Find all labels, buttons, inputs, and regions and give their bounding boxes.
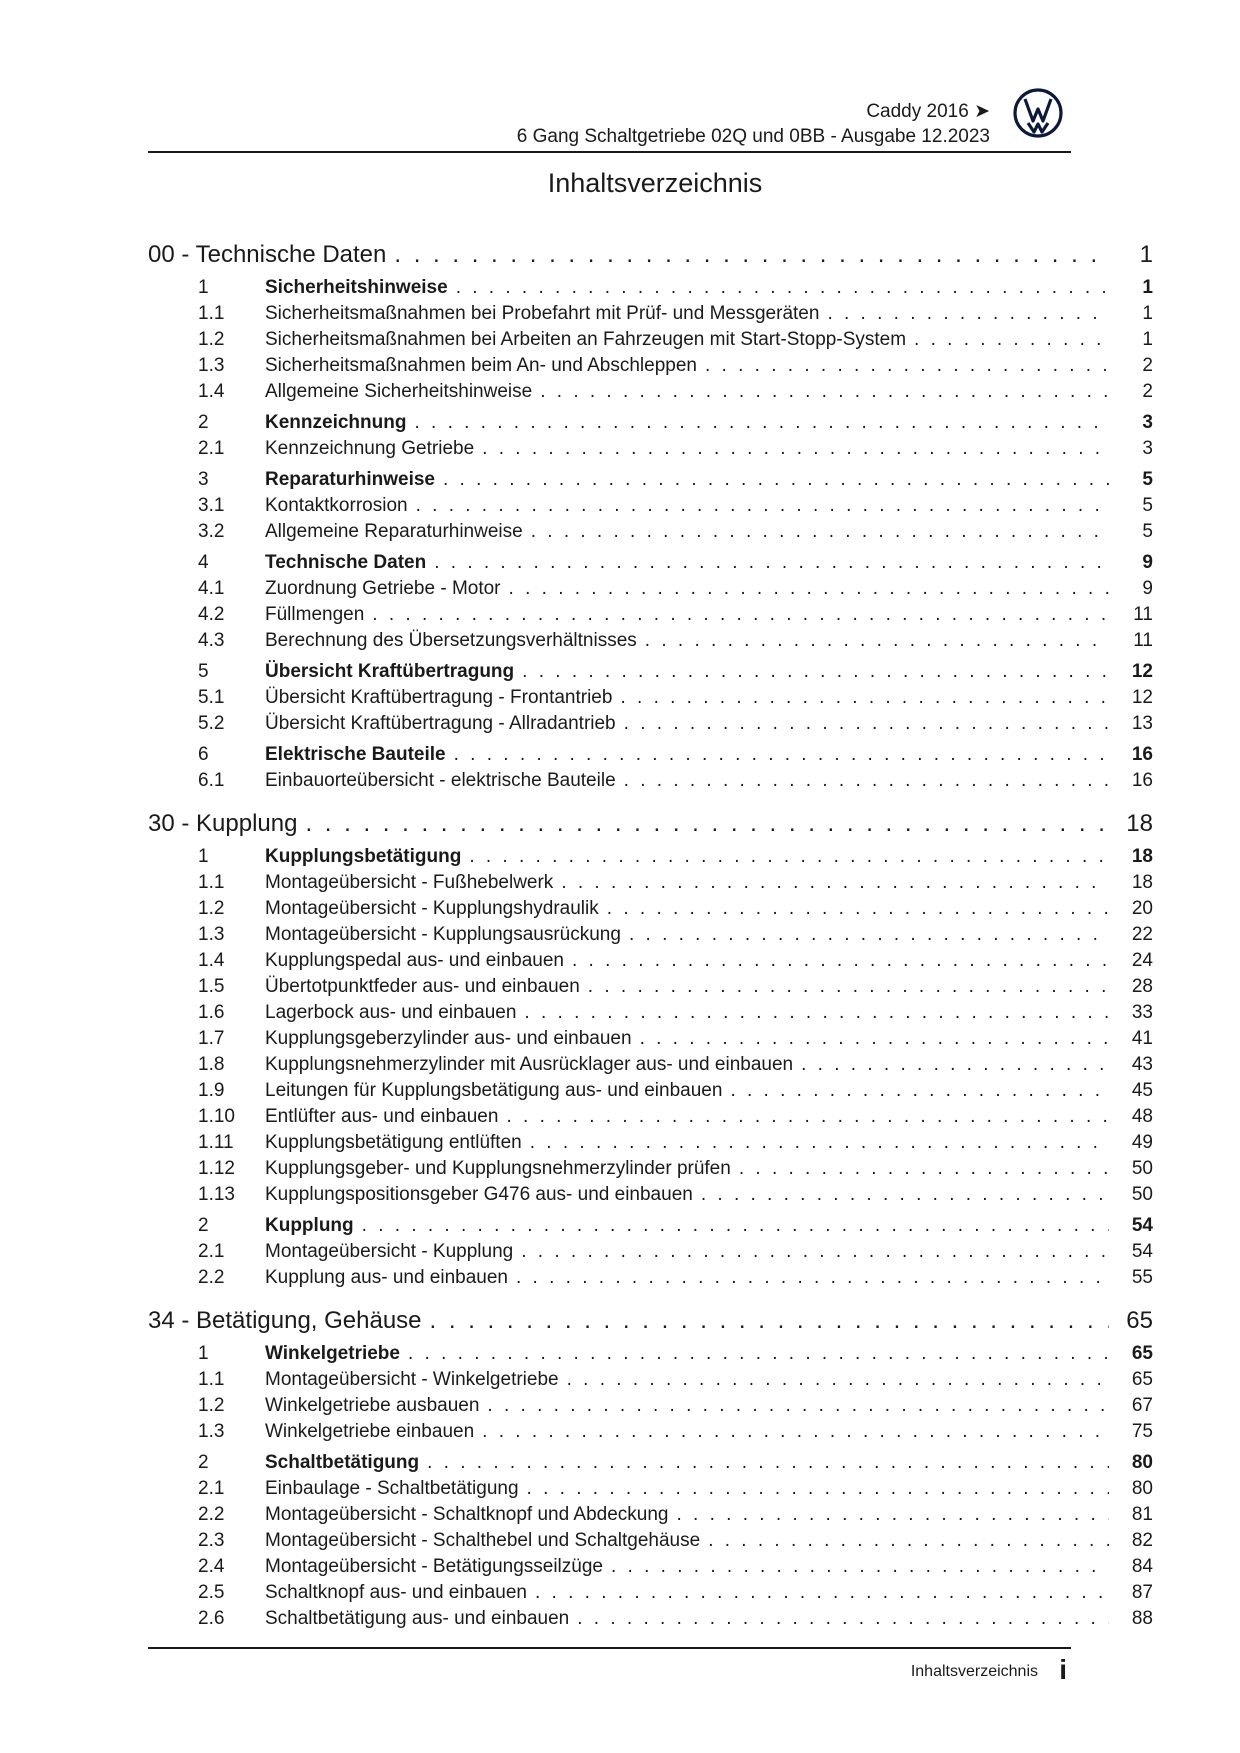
subsection-title: Berechnung des Übersetzungsverhältnisses (265, 630, 637, 651)
dot-leader (527, 1476, 1109, 1502)
dot-leader (456, 275, 1109, 301)
toc-subsection-entry[interactable] (148, 948, 1153, 974)
dot-leader (611, 1554, 1109, 1580)
footer-page-number: i (1059, 1654, 1067, 1685)
section-number: 5 (198, 661, 209, 682)
section-page-number: 65 (1131, 1343, 1153, 1364)
toc-subsection-entry[interactable] (148, 685, 1153, 711)
subsection-number: 1.3 (198, 355, 225, 376)
toc-subsection-entry[interactable] (148, 922, 1153, 948)
subsection-title: Allgemeine Reparaturhinweise (265, 521, 523, 542)
subsection-title: Sicherheitsmaßnahmen bei Probefahrt mit Prüf- und Messgeräten (265, 303, 820, 324)
subsection-page-number: 1 (1142, 329, 1153, 350)
toc-section-entry[interactable] (148, 659, 1153, 685)
dot-leader (305, 808, 1109, 839)
toc-subsection-entry[interactable] (148, 1419, 1153, 1445)
subsection-number: 1.10 (198, 1106, 235, 1127)
subsection-title: Montageübersicht - Kupplung (265, 1241, 514, 1262)
subsection-page-number: 16 (1131, 770, 1153, 791)
toc-chapter-entry[interactable] (148, 239, 1153, 270)
subsection-number: 3.2 (198, 521, 225, 542)
dot-leader (730, 1078, 1109, 1104)
dot-leader (827, 301, 1109, 327)
section-page-number: 1 (1142, 277, 1153, 298)
subsection-number: 2.2 (198, 1267, 225, 1288)
toc-subsection-entry[interactable] (148, 1528, 1153, 1554)
dot-leader (567, 1367, 1109, 1393)
subsection-page-number: 12 (1131, 687, 1153, 708)
dot-leader (629, 922, 1109, 948)
subsection-number: 2.3 (198, 1530, 225, 1551)
dot-leader (577, 1606, 1109, 1632)
subsection-title: Montageübersicht - Schaltknopf und Abdeckung (265, 1504, 669, 1525)
toc-subsection-entry[interactable] (148, 1078, 1153, 1104)
subsection-title: Kennzeichnung Getriebe (265, 438, 475, 459)
subsection-title: Winkelgetriebe ausbauen (265, 1395, 480, 1416)
subsection-page-number: 65 (1131, 1369, 1153, 1390)
toc-subsection-entry[interactable] (148, 1156, 1153, 1182)
subsection-title: Übersicht Kraftübertragung - Frontantrieb (265, 687, 613, 708)
subsection-title: Übersicht Kraftübertragung - Allradantrieb (265, 713, 616, 734)
section-page-number: 54 (1131, 1215, 1153, 1236)
subsection-page-number: 1 (1142, 303, 1153, 324)
subsection-number: 2.2 (198, 1504, 225, 1525)
subsection-number: 1.6 (198, 1002, 225, 1023)
section-page-number: 80 (1131, 1452, 1153, 1473)
subsection-page-number: 11 (1133, 630, 1153, 651)
subsection-page-number: 43 (1131, 1054, 1153, 1075)
subsection-page-number: 55 (1131, 1267, 1153, 1288)
toc-section-entry[interactable] (148, 410, 1153, 436)
page-footer (148, 1647, 1071, 1685)
model-title: Caddy 2016 ➤ (866, 101, 990, 122)
chapter-spacer (148, 1291, 1153, 1305)
toc-subsection-entry[interactable] (148, 1580, 1153, 1606)
subsection-number: 1.4 (198, 381, 225, 402)
subsection-page-number: 88 (1131, 1608, 1153, 1629)
subsection-number: 1.2 (198, 898, 225, 919)
subsection-number: 1.1 (198, 303, 225, 324)
dot-leader (708, 1528, 1109, 1554)
section-number: 4 (198, 552, 209, 573)
dot-leader (588, 974, 1109, 1000)
toc-section-entry[interactable] (148, 742, 1153, 768)
dot-leader (521, 1239, 1109, 1265)
subsection-page-number: 11 (1133, 604, 1153, 625)
page-header (148, 96, 1071, 153)
dot-leader (454, 742, 1109, 768)
subsection-number: 1.5 (198, 976, 225, 997)
dot-leader (677, 1502, 1110, 1528)
subsection-title: Montageübersicht - Kupplungsausrückung (265, 924, 621, 945)
toc-subsection-entry[interactable] (148, 1502, 1153, 1528)
dot-leader (430, 1305, 1109, 1336)
subsection-number: 1.4 (198, 950, 225, 971)
subsection-page-number: 41 (1131, 1028, 1153, 1049)
section-page-number: 3 (1142, 412, 1153, 433)
subsection-title: Schaltbetätigung aus- und einbauen (265, 1608, 570, 1629)
section-title: Übersicht Kraftübertragung (265, 661, 515, 682)
toc-chapter-entry[interactable] (148, 808, 1153, 839)
dot-leader (522, 659, 1109, 685)
dot-leader (414, 410, 1109, 436)
section-number: 2 (198, 1215, 209, 1236)
subsection-number: 4.3 (198, 630, 225, 651)
section-title: Elektrische Bauteile (265, 744, 446, 765)
toc-subsection-entry[interactable] (148, 327, 1153, 353)
section-title: Schaltbetätigung (265, 1452, 420, 1473)
toc-subsection-entry[interactable] (148, 1554, 1153, 1580)
subsection-page-number: 45 (1131, 1080, 1153, 1101)
subsection-number: 1.8 (198, 1054, 225, 1075)
section-page-number: 9 (1142, 552, 1153, 573)
section-number: 1 (198, 1343, 209, 1364)
dot-leader (434, 550, 1109, 576)
subsection-number: 2.6 (198, 1608, 225, 1629)
chapter-title: 30 - Kupplung (148, 810, 298, 837)
toc-subsection-entry[interactable] (148, 493, 1153, 519)
dot-leader (506, 1104, 1109, 1130)
subsection-page-number: 18 (1131, 872, 1153, 893)
chapter-spacer (148, 794, 1153, 808)
subsection-title: Füllmengen (265, 604, 365, 625)
subsection-page-number: 22 (1131, 924, 1153, 945)
dot-leader (427, 1450, 1109, 1476)
section-title: Kennzeichnung (265, 412, 407, 433)
subsection-page-number: 5 (1142, 521, 1153, 542)
dot-leader (482, 1419, 1109, 1445)
toc-subsection-entry[interactable] (148, 1104, 1153, 1130)
section-page-number: 18 (1131, 846, 1153, 867)
section-title: Kupplungsbetätigung (265, 846, 462, 867)
dot-leader (540, 379, 1109, 405)
subsection-title: Schaltknopf aus- und einbauen (265, 1582, 527, 1603)
subsection-number: 2.1 (198, 438, 225, 459)
section-title: Sicherheitshinweise (265, 277, 448, 298)
subsection-number: 1.3 (198, 1421, 225, 1442)
subsection-page-number: 54 (1131, 1241, 1153, 1262)
subsection-title: Montageübersicht - Kupplungshydraulik (265, 898, 599, 919)
subsection-number: 1.2 (198, 329, 225, 350)
subsection-page-number: 2 (1142, 355, 1153, 376)
subsection-title: Kupplungspositionsgeber G476 aus- und einbauen (265, 1184, 693, 1205)
toc-subsection-entry[interactable] (148, 1476, 1153, 1502)
subsection-page-number: 28 (1131, 976, 1153, 997)
subsection-title: Allgemeine Sicherheitshinweise (265, 381, 533, 402)
toc-subsection-entry[interactable] (148, 1367, 1153, 1393)
toc-subsection-entry[interactable] (148, 1606, 1153, 1632)
subsection-page-number: 20 (1131, 898, 1153, 919)
subsection-page-number: 24 (1131, 950, 1153, 971)
subsection-number: 4.1 (198, 578, 225, 599)
section-title: Technische Daten (265, 552, 427, 573)
section-page-number: 16 (1131, 744, 1153, 765)
toc-subsection-entry[interactable] (148, 519, 1153, 545)
section-title: Winkelgetriebe (265, 1343, 400, 1364)
dot-leader (531, 519, 1109, 545)
subsection-number: 2.4 (198, 1556, 225, 1577)
toc-subsection-entry[interactable] (148, 1000, 1153, 1026)
toc-subsection-entry[interactable] (148, 353, 1153, 379)
subsection-number: 1.12 (198, 1158, 235, 1179)
dot-leader (416, 493, 1109, 519)
dot-leader (607, 896, 1109, 922)
toc-subsection-entry[interactable] (148, 576, 1153, 602)
subsection-page-number: 48 (1131, 1106, 1153, 1127)
section-number: 2 (198, 412, 209, 433)
dot-leader (535, 1580, 1109, 1606)
subsection-title: Montageübersicht - Betätigungsseilzüge (265, 1556, 603, 1577)
toc-subsection-entry[interactable] (148, 628, 1153, 654)
manual-subtitle: 6 Gang Schaltgetriebe 02Q und 0BB - Ausgabe 12.2023 (516, 126, 990, 147)
subsection-number: 1.2 (198, 1395, 225, 1416)
toc-subsection-entry[interactable] (148, 1130, 1153, 1156)
section-page-number: 5 (1142, 469, 1153, 490)
vw-logo-icon (1013, 88, 1063, 138)
toc-subsection-entry[interactable] (148, 711, 1153, 737)
section-title: Reparaturhinweise (265, 469, 435, 490)
subsection-title: Lagerbock aus- und einbauen (265, 1002, 517, 1023)
subsection-number: 3.1 (198, 495, 225, 516)
section-number: 1 (198, 277, 209, 298)
subsection-page-number: 87 (1131, 1582, 1153, 1603)
dot-leader (624, 711, 1109, 737)
toc-section-entry[interactable] (148, 275, 1153, 301)
page-title: Inhaltsverzeichnis (547, 168, 763, 198)
dot-leader (469, 844, 1109, 870)
subsection-number: 2.1 (198, 1241, 225, 1262)
subsection-number: 1.9 (198, 1080, 225, 1101)
subsection-page-number: 13 (1131, 713, 1153, 734)
subsection-number: 1.13 (198, 1184, 235, 1205)
subsection-page-number: 80 (1131, 1478, 1153, 1499)
subsection-page-number: 84 (1131, 1556, 1153, 1577)
subsection-title: Sicherheitsmaßnahmen beim An- und Abschleppen (265, 355, 697, 376)
dot-leader (645, 628, 1109, 654)
subsection-page-number: 9 (1142, 578, 1153, 599)
subsection-title: Winkelgetriebe einbauen (265, 1421, 475, 1442)
subsection-page-number: 5 (1142, 495, 1153, 516)
subsection-title: Kupplungspedal aus- und einbauen (265, 950, 564, 971)
subsection-page-number: 2 (1142, 381, 1153, 402)
footer-label: Inhaltsverzeichnis (910, 1663, 1038, 1680)
toc-section-entry[interactable] (148, 1341, 1153, 1367)
dot-leader (394, 239, 1109, 270)
subsection-number: 1.1 (198, 1369, 225, 1390)
subsection-title: Kupplungsnehmerzylinder mit Ausrücklager aus- und einbauen (265, 1054, 794, 1075)
section-title: Kupplung (265, 1215, 354, 1236)
dot-leader (443, 467, 1109, 493)
dot-leader (516, 1265, 1109, 1291)
toc-subsection-entry[interactable] (148, 379, 1153, 405)
subsection-page-number: 50 (1131, 1158, 1153, 1179)
subsection-title: Leitungen für Kupplungsbetätigung aus- und einbauen (265, 1080, 723, 1101)
chapter-page-number: 18 (1126, 810, 1153, 837)
subsection-number: 1.11 (198, 1132, 234, 1153)
toc-subsection-entry[interactable] (148, 1182, 1153, 1208)
subsection-page-number: 49 (1131, 1132, 1153, 1153)
dot-leader (524, 1000, 1109, 1026)
dot-leader (914, 327, 1109, 353)
subsection-page-number: 67 (1131, 1395, 1153, 1416)
dot-leader (509, 576, 1109, 602)
dot-leader (530, 1130, 1109, 1156)
toc-subsection-entry[interactable] (148, 1393, 1153, 1419)
dot-leader (482, 436, 1109, 462)
subsection-title: Einbaulage - Schaltbetätigung (265, 1478, 519, 1499)
subsection-number: 1.1 (198, 872, 225, 893)
subsection-page-number: 75 (1131, 1421, 1153, 1442)
section-number: 6 (198, 744, 209, 765)
subsection-page-number: 33 (1131, 1002, 1153, 1023)
chapter-title: 34 - Betätigung, Gehäuse (148, 1307, 422, 1334)
dot-leader (572, 948, 1109, 974)
section-page-number: 12 (1131, 661, 1153, 682)
subsection-title: Einbauorteübersicht - elektrische Bauteile (265, 770, 616, 791)
subsection-number: 2.5 (198, 1582, 225, 1603)
chapter-title: 00 - Technische Daten (148, 241, 387, 268)
subsection-page-number: 50 (1131, 1184, 1153, 1205)
dot-leader (801, 1052, 1109, 1078)
subsection-number: 4.2 (198, 604, 225, 625)
dot-leader (408, 1341, 1109, 1367)
dot-leader (705, 353, 1109, 379)
chapter-page-number: 1 (1139, 241, 1153, 268)
subsection-number: 2.1 (198, 1478, 225, 1499)
chapter-page-number: 65 (1126, 1307, 1153, 1334)
subsection-page-number: 81 (1131, 1504, 1153, 1525)
subsection-title: Kupplung aus- und einbauen (265, 1267, 508, 1288)
subsection-number: 1.3 (198, 924, 225, 945)
toc-subsection-entry[interactable] (148, 1265, 1153, 1291)
dot-leader (739, 1156, 1109, 1182)
subsection-number: 5.2 (198, 713, 225, 734)
dot-leader (362, 1213, 1109, 1239)
toc-subsection-entry[interactable] (148, 1052, 1153, 1078)
subsection-title: Sicherheitsmaßnahmen bei Arbeiten an Fahrzeugen mit Start-Stopp-System (265, 329, 907, 350)
subsection-number: 6.1 (198, 770, 225, 791)
dot-leader (640, 1026, 1109, 1052)
toc-section-entry[interactable] (148, 1213, 1153, 1239)
subsection-title: Montageübersicht - Schalthebel und Schaltgehäuse (265, 1530, 701, 1551)
dot-leader (561, 870, 1109, 896)
subsection-page-number: 3 (1142, 438, 1153, 459)
section-number: 2 (198, 1452, 209, 1473)
subsection-number: 1.7 (198, 1028, 225, 1049)
toc-subsection-entry[interactable] (148, 870, 1153, 896)
subsection-title: Montageübersicht - Winkelgetriebe (265, 1369, 559, 1390)
toc-subsection-entry[interactable] (148, 436, 1153, 462)
section-number: 3 (198, 469, 209, 490)
subsection-title: Übertotpunktfeder aus- und einbauen (265, 976, 580, 997)
subsection-title: Kontaktkorrosion (265, 495, 408, 516)
toc-subsection-entry[interactable] (148, 1026, 1153, 1052)
dot-leader (372, 602, 1109, 628)
toc-section-entry[interactable] (148, 1450, 1153, 1476)
table-of-contents (148, 239, 1153, 1632)
toc-subsection-entry[interactable] (148, 768, 1153, 794)
toc-subsection-entry[interactable] (148, 1239, 1153, 1265)
section-number: 1 (198, 846, 209, 867)
dot-leader (620, 685, 1109, 711)
toc-section-entry[interactable] (148, 844, 1153, 870)
toc-subsection-entry[interactable] (148, 896, 1153, 922)
dot-leader (487, 1393, 1109, 1419)
toc-subsection-entry[interactable] (148, 602, 1153, 628)
subsection-title: Kupplungsgeberzylinder aus- und einbauen (265, 1028, 632, 1049)
dot-leader (701, 1182, 1109, 1208)
toc-section-entry[interactable] (148, 467, 1153, 493)
subsection-page-number: 82 (1131, 1530, 1153, 1551)
subsection-title: Kupplungsbetätigung entlüften (265, 1132, 522, 1153)
subsection-title: Entlüfter aus- und einbauen (265, 1106, 499, 1127)
subsection-number: 5.1 (198, 687, 225, 708)
toc-section-entry[interactable] (148, 550, 1153, 576)
subsection-title: Kupplungsgeber- und Kupplungsnehmerzylinder prüfen (265, 1158, 731, 1179)
toc-chapter-entry[interactable] (148, 1305, 1153, 1336)
subsection-title: Zuordnung Getriebe - Motor (265, 578, 501, 599)
subsection-title: Montageübersicht - Fußhebelwerk (265, 872, 554, 893)
toc-subsection-entry[interactable] (148, 301, 1153, 327)
toc-subsection-entry[interactable] (148, 974, 1153, 1000)
dot-leader (624, 768, 1109, 794)
